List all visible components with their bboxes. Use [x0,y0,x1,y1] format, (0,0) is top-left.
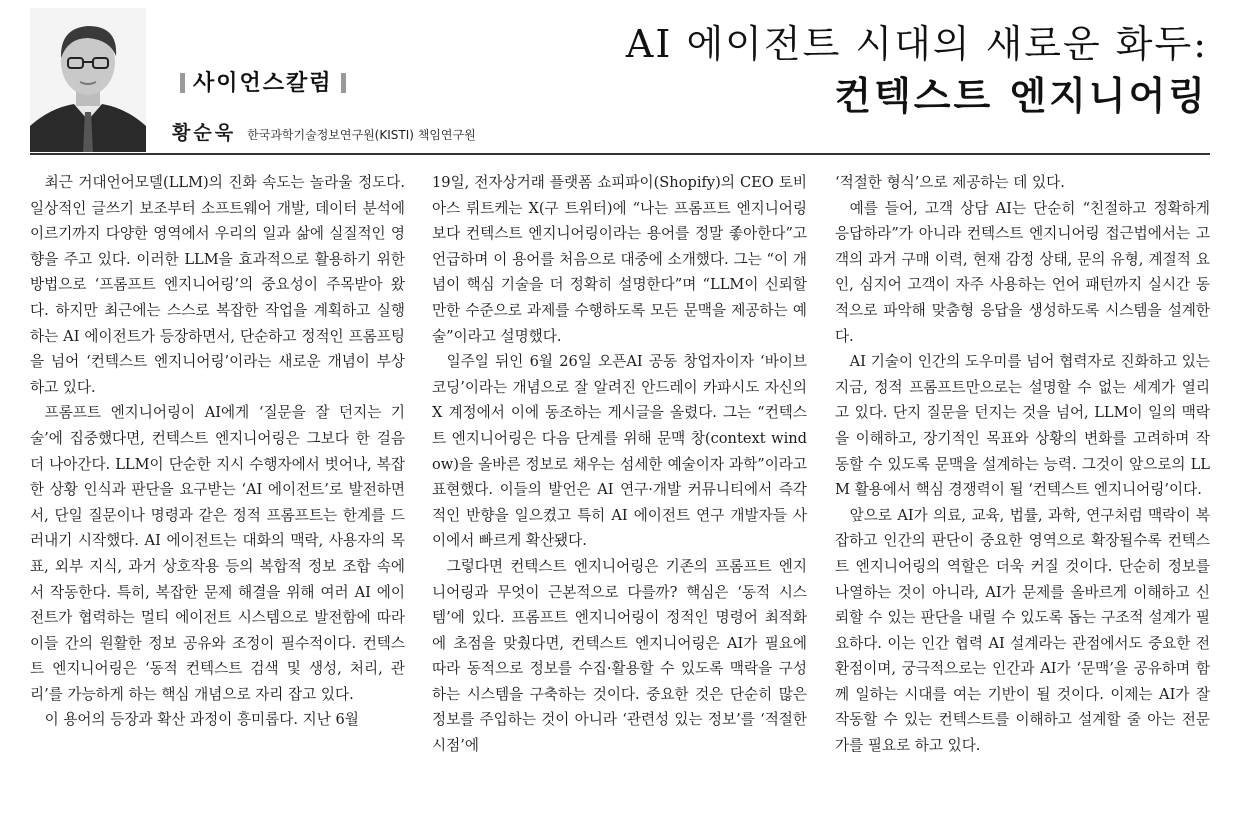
paragraph: 일주일 뒤인 6월 26일 오픈AI 공동 창업자이자 ‘바이브 코딩’이라는 개념으로 잘 알려진 안드레이 카파시도 자신의 X 계정에서 이에 동조하는 게시글을 올렸다. 그는 “컨텍스트 엔지니어링은 다음 단계를 위해 문맥 창(context window)을 올바른 정보로 채우는 섬세한 예술이자 과학”이라고 표현했다. 이들의 발언은 AI 연구·개발 커뮤니티에서 즉각적인 반향을 일으켰고 특히 AI 에이전트 연구 개발자들 사이에서 빠르게 확산됐다. [432,353,807,550]
paragraph: 최근 거대언어모델(LLM)의 진화 속도는 놀라울 정도다. 일상적인 글쓰기 보조부터 소프트웨어 개발, 데이터 분석에 이르기까지 다양한 영역에서 우리의 일과 삶에 실질적인 영향을 주고 있다. 이러한 LLM을 효과적으로 활용하기 위한 방법으로 ‘프롬프트 엔지니어링’의 중요성이 주목받아 왔다. 하지만 최근에는 스스로 복잡한 작업을 계획하고 실행하는 AI 에이전트가 등장하면서, 단순하고 정적인 프롬프팅을 넘어 ‘컨텍스트 엔지니어링’이라는 새로운 개념이 부상하고 있다. [30,174,405,396]
column-label [172,66,354,97]
article-header [0,0,1240,156]
label-bar-left [180,73,185,93]
column-2 [432,170,807,759]
header-divider [30,153,1210,155]
paragraph: 예를 들어, 고객 상담 AI는 단순히 “친절하고 정확하게 응답하라”가 아니라 컨텍스트 엔지니어링 접근법에서는 고객의 과거 구매 이력, 현재 감정 상태, 문의 유형, 계절적 요인, 심지어 고객이 자주 사용하는 언어 패턴까지 실시간 동적으로 파악해 맞춤형 응답을 생성하도록 시스템을 설계한다. [835,199,1210,345]
column-1 [30,170,405,733]
byline [172,118,476,145]
article-body [30,170,1210,820]
column-label-text: 사이언스칼럼 [193,71,333,96]
author-affiliation: 한국과학기술정보연구원(KISTI) 책임연구원 [247,128,476,142]
label-bar-right [341,73,346,93]
title-line-2: 컨텍스트 엔지니어링 [834,74,1208,118]
title-line-1: AI 에이전트 시대의 새로운 화두: [625,22,1208,66]
paragraph: 프롬프트 엔지니어링이 AI에게 ‘질문을 잘 던지는 기술’에 집중했다면, 컨텍스트 엔지니어링은 그보다 한 걸음 더 나아간다. LLM이 단순한 지시 수행자에서 벗어나, 복잡한 상황 인식과 판단을 요구받는 ‘AI 에이전트’로 발전하면서, 단일 질문이나 명령과 같은 정적 프롬프트는 한계를 드러내기 시작했다. AI 에이전트는 대화의 맥락, 사용자의 목표, 외부 지식, 과거 상호작용 등의 복합적 정보 조합 속에서 작동한다. 특히, 복잡한 문제 해결을 위해 여러 AI 에이전트가 협력하는 멀티 에이전트 시스템으로 발전함에 따라 이들 간의 원활한 정보 공유와 조정이 필수적이다. 컨텍스트 엔지니어링은 ‘동적 컨텍스트 검색 및 생성, 처리, 관리’를 가능하게 하는 핵심 개념으로 자리 잡고 있다. [30,404,405,703]
paragraph: AI 기술이 인간의 도우미를 넘어 협력자로 진화하고 있는 지금, 정적 프롬프트만으로는 설명할 수 없는 세계가 열리고 있다. 단지 질문을 던지는 것을 넘어, LLM이 일의 맥락을 이해하고, 장기적인 목표와 상황의 변화를 고려하며 작동할 수 있도록 문맥을 설계하는 능력. 그것이 앞으로의 LLM 활용에서 핵심 경쟁력이 될 ‘컨텍스트 엔지니어링’이다. [835,353,1210,499]
paragraph: 이 용어의 등장과 확산 과정이 흥미롭다. 지난 6월 [44,711,359,729]
author-name: 황순욱 [172,122,237,144]
paragraph: ‘적절한 형식’으로 제공하는 데 있다. [835,174,1065,191]
paragraph: 앞으로 AI가 의료, 교육, 법률, 과학, 연구처럼 맥락이 복잡하고 인간의 판단이 중요한 영역으로 확장될수록 컨텍스트 엔지니어링의 역할은 더욱 커질 것이다. 단순히 정보를 나열하는 것이 아니라, AI가 문제를 올바르게 이해하고 신뢰할 수 있는 판단을 내릴 수 있도록 돕는 구조적 설계가 필요하다. 이는 인간 협력 AI 설계라는 관점에서도 중요한 전환점이며, 궁극적으로는 인간과 AI가 ‘문맥’을 공유하며 함께 일하는 시대를 여는 기반이 될 것이다. 이제는 AI가 잘 작동할 수 있는 컨텍스트를 이해하고 설계할 줄 아는 전문가를 필요로 하고 있다. [835,506,1210,755]
paragraph: 19일, 전자상거래 플랫폼 쇼피파이(Shopify)의 CEO 토비아스 뤼트케는 X(구 트위터)에 “나는 프롬프트 엔지니어링보다 컨텍스트 엔지니어링이라는 용어를 정말 좋아한다”고 언급하며 이 용어를 처음으로 대중에 소개했다. 그는 “이 개념이 핵심 기술을 더 정확히 설명한다”며 “LLM이 신뢰할 만한 수준으로 과제를 수행하도록 모든 문맥을 제공하는 예술”이라고 설명했다. [432,174,807,345]
article-title [626,18,1208,122]
author-portrait [30,8,146,152]
column-3 [835,170,1210,759]
paragraph: 그렇다면 컨텍스트 엔지니어링은 기존의 프롬프트 엔지니어링과 무엇이 근본적으로 다를까? 핵심은 ‘동적 시스템’에 있다. 프롬프트 엔지니어링이 정적인 명령어 최적화에 초점을 맞췄다면, 컨텍스트 엔지니어링은 AI가 필요에 따라 동적으로 정보를 수집·활용할 수 있도록 맥락을 구성하는 시스템을 구축하는 것이다. 중요한 것은 단순히 많은 정보를 주입하는 것이 아니라 ‘관련성 있는 정보’를 ‘적절한 시점’에 [432,557,807,755]
